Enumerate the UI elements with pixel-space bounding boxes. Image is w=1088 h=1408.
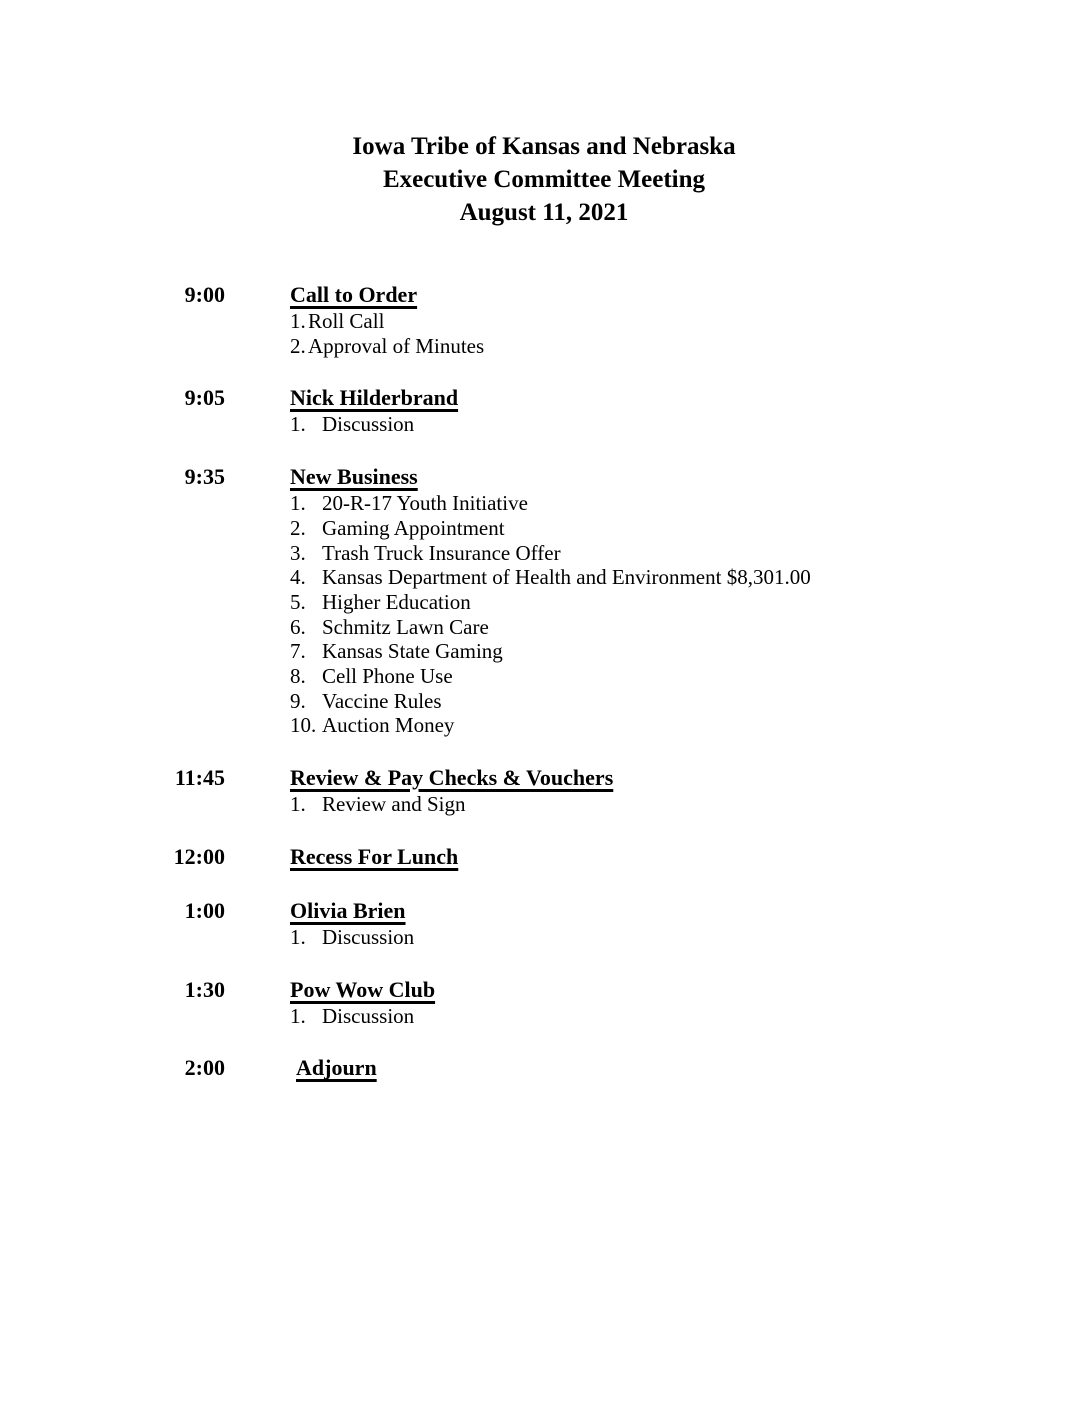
section-body xyxy=(290,842,458,871)
section-time: 12:00 xyxy=(173,843,225,869)
section-heading: Call to Order xyxy=(290,282,418,307)
agenda-section-nick-hilderbrand xyxy=(0,383,1088,437)
section-body xyxy=(290,383,458,437)
section-body xyxy=(290,975,435,1029)
item-text: Schmitz Lawn Care xyxy=(322,614,489,639)
agenda-section-recess-for-lunch xyxy=(0,842,1088,871)
item-number: 1. xyxy=(290,309,306,333)
agenda-section-adjourn xyxy=(0,1053,1088,1082)
section-time: 11:45 xyxy=(174,765,225,791)
item-text: Gaming Appointment xyxy=(322,515,505,540)
section-body xyxy=(290,280,484,358)
section-items xyxy=(290,792,613,817)
section-heading: Pow Wow Club xyxy=(290,976,436,1002)
section-heading: Adjourn xyxy=(296,1055,377,1081)
item-number: 5. xyxy=(290,589,306,614)
document-title xyxy=(0,130,1088,229)
item-number: 1. xyxy=(290,924,306,949)
item-text: Higher Education xyxy=(322,589,471,614)
agenda-item xyxy=(290,412,458,437)
item-number: 2. xyxy=(290,515,306,540)
item-number: 1. xyxy=(290,1003,306,1028)
section-time: 1:00 xyxy=(184,897,225,923)
item-number: 9. xyxy=(290,688,306,713)
item-text: Kansas Department of Health and Environment $8,301.00 xyxy=(322,565,811,590)
section-heading: Recess For Lunch xyxy=(290,843,459,869)
agenda-section-olivia-brien xyxy=(0,896,1088,950)
section-body xyxy=(290,896,414,950)
agenda-item xyxy=(290,1004,435,1029)
section-body xyxy=(290,763,613,817)
section-items xyxy=(290,925,414,950)
item-text: Vaccine Rules xyxy=(322,688,442,713)
item-text: Discussion xyxy=(322,924,415,949)
item-text: Auction Money xyxy=(322,713,455,738)
item-number: 2. xyxy=(290,333,306,358)
item-text: Cell Phone Use xyxy=(322,664,453,689)
section-time: 2:00 xyxy=(184,1055,225,1081)
section-heading: Olivia Brien xyxy=(290,897,406,923)
agenda-item xyxy=(290,516,811,541)
title-line-2: Executive Committee Meeting xyxy=(382,166,706,193)
section-time: 9:00 xyxy=(184,282,225,307)
section-heading: Nick Hilderbrand xyxy=(290,385,459,411)
agenda-item xyxy=(290,590,811,615)
section-heading: Review & Pay Checks & Vouchers xyxy=(290,765,614,791)
section-items xyxy=(290,412,458,437)
item-number: 7. xyxy=(290,639,306,664)
agenda-section-pow-wow-club xyxy=(0,975,1088,1029)
item-text: Kansas State Gaming xyxy=(322,639,503,664)
agenda-item xyxy=(290,713,811,738)
item-number: 10. xyxy=(290,713,317,738)
item-number: 1. xyxy=(290,491,306,516)
agenda-item xyxy=(290,792,613,817)
section-time: 9:05 xyxy=(184,385,225,411)
section-items xyxy=(290,491,811,738)
title-line-3: August 11, 2021 xyxy=(459,199,629,226)
agenda-item xyxy=(290,925,414,950)
section-time: 9:35 xyxy=(184,464,225,490)
item-number: 8. xyxy=(290,664,306,689)
item-text: 20-R-17 Youth Initiative xyxy=(322,491,528,516)
agenda-section-call-to-order xyxy=(0,280,1088,358)
agenda-item xyxy=(290,615,811,640)
agenda-section-new-business xyxy=(0,462,1088,738)
agenda-item xyxy=(290,541,811,566)
agenda-item xyxy=(290,664,811,689)
item-text: Review and Sign xyxy=(322,792,466,817)
item-number: 1. xyxy=(290,412,306,437)
agenda-item xyxy=(290,309,484,334)
agenda-item xyxy=(290,334,484,359)
agenda-item xyxy=(290,639,811,664)
item-text: Trash Truck Insurance Offer xyxy=(322,540,561,565)
section-heading: New Business xyxy=(290,464,418,490)
agenda-item xyxy=(290,565,811,590)
item-number: 3. xyxy=(290,540,306,565)
agenda-section-review-pay-checks xyxy=(0,763,1088,817)
title-line-1: Iowa Tribe of Kansas and Nebraska xyxy=(352,133,736,160)
agenda xyxy=(0,280,1088,1082)
item-number: 6. xyxy=(290,614,306,639)
item-number: 4. xyxy=(290,565,306,590)
section-time: 1:30 xyxy=(184,976,225,1002)
item-number: 1. xyxy=(290,792,306,817)
section-items xyxy=(290,309,484,358)
agenda-item xyxy=(290,689,811,714)
section-items xyxy=(290,1004,435,1029)
agenda-item xyxy=(290,491,811,516)
section-body xyxy=(290,1053,377,1082)
item-text: Approval of Minutes xyxy=(308,333,485,358)
item-text: Discussion xyxy=(322,1003,415,1028)
section-body xyxy=(290,462,811,738)
item-text: Roll Call xyxy=(308,309,385,333)
item-text: Discussion xyxy=(322,412,415,437)
